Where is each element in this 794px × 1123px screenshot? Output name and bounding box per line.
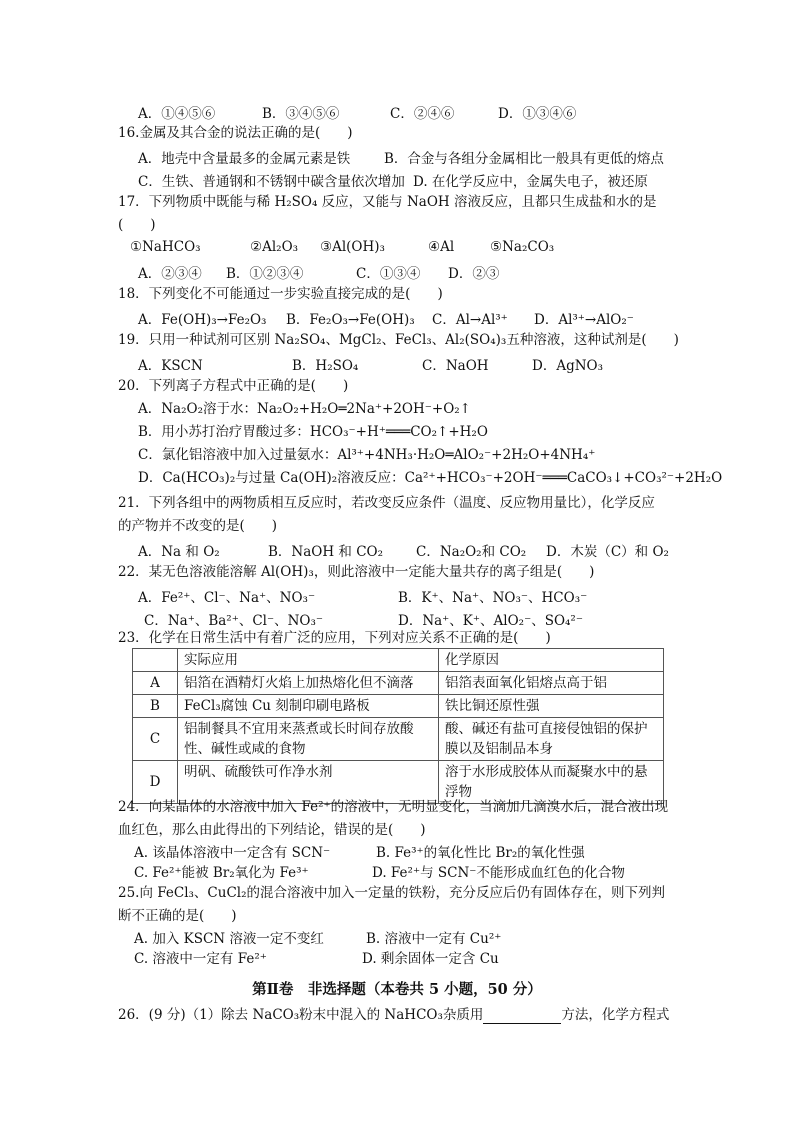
row-reason: 铁比铜还原性强	[439, 695, 664, 718]
q23-table	[132, 648, 664, 804]
q17-option-a: A．②③④	[138, 266, 202, 282]
q15-option-a: A．①④⑤⑥	[138, 106, 216, 122]
q18-option-c: C．Al→Al³⁺	[432, 312, 508, 328]
q22-option-b: B．K⁺、Na⁺、NO₃⁻、HCO₃⁻	[398, 590, 588, 606]
q19-option-b: B．H₂SO₄	[292, 358, 359, 374]
q25-option-c: C. 溶液中一定有 Fe²⁺	[134, 951, 267, 967]
q20-option-b: B．用小苏打治疗胃酸过多：HCO₃⁻+H⁺═══CO₂↑+H₂O	[138, 424, 488, 440]
q16-option-b: B．合金与各组分金属相比一般具有更低的熔点	[384, 151, 664, 167]
q20-stem: 20．下列离子方程式中正确的是( )	[118, 378, 349, 394]
q16-stem: 16.金属及其合金的说法正确的是( )	[118, 125, 353, 141]
table-header-row	[133, 649, 664, 672]
q17-item-5: ⑤Na₂CO₃	[490, 239, 555, 255]
row-application: FeCl₃腐蚀 Cu 刻制印刷电路板	[178, 695, 439, 718]
q21-stem-line1: 21．下列各组中的两物质相互反应时，若改变反应条件（温度、反应物用量比），化学反应	[118, 495, 655, 511]
table-header-cell: 实际应用	[178, 649, 439, 672]
q24-option-c: C. Fe²⁺能被 Br₂氧化为 Fe³⁺	[134, 865, 309, 881]
q23-stem: 23．化学在日常生活中有着广泛的应用，下列对应关系不正确的是( )	[118, 630, 551, 646]
q17-item-1: ①NaHCO₃	[130, 239, 201, 255]
row-reason: 酸、碱还有盐可直接侵蚀铝的保护膜以及铝制品本身	[439, 718, 664, 761]
q22-option-d: D．Na⁺、K⁺、AlO₂⁻、SO₄²⁻	[398, 613, 583, 629]
q24-option-d: D. Fe²⁺与 SCN⁻不能形成血红色的化合物	[372, 865, 625, 881]
q25-stem-line1: 25.向 FeCl₃、CuCl₂的混合溶液中加入一定量的铁粉，充分反应后仍有固体存在，则下列判	[118, 885, 666, 901]
q19-stem: 19．只用一种试剂可区别 Na₂SO₄、MgCl₂、FeCl₃、Al₂(SO₄)₃五种溶液，这种试剂是( )	[118, 332, 679, 348]
q22-option-c: C．Na⁺、Ba²⁺、Cl⁻、NO₃⁻	[144, 613, 324, 629]
q17-item-3: ③Al(OH)₃	[320, 239, 385, 255]
row-label: A	[133, 672, 178, 695]
table-header-cell: 化学原因	[439, 649, 664, 672]
q24-option-a: A. 该晶体溶液中一定含有 SCN⁻	[134, 845, 331, 861]
q25-option-d: D. 剩余固体一定含 Cu	[362, 951, 499, 967]
row-label: D	[133, 761, 178, 804]
row-application: 铝箔在酒精灯火焰上加热熔化但不滴落	[178, 672, 439, 695]
q24-option-b: B. Fe³⁺的氧化性比 Br₂的氧化性强	[376, 845, 585, 861]
q17-option-d: D．②③	[448, 266, 500, 282]
q21-option-b: B．NaOH 和 CO₂	[268, 544, 384, 560]
q17-item-4: ④Al	[428, 239, 455, 255]
q22-option-a: A．Fe²⁺、Cl⁻、Na⁺、NO₃⁻	[138, 590, 316, 606]
q20-option-c: C．氯化铝溶液中加入过量氨水：Al³⁺+4NH₃·H₂O═AlO₂⁻+2H₂O+4NH₄⁺	[138, 447, 596, 463]
row-application: 明矾、硫酸铁可作净水剂	[178, 761, 439, 804]
q18-option-d: D．Al³⁺→AlO₂⁻	[534, 312, 634, 328]
q15-option-d: D．①③④⑥	[498, 106, 577, 122]
q26-text-before: 26．(9 分)（1）除去 NaCO₃粉末中混入的 NaHCO₃杂质用	[118, 1007, 484, 1023]
q20-option-d: D．Ca(HCO₃)₂与过量 Ca(OH)₂溶液反应：Ca²⁺+HCO₃⁻+2OH⁻═══CaCO₃↓+CO₃²⁻+2H₂O	[138, 470, 723, 486]
q21-option-c: C．Na₂O₂和 CO₂	[416, 544, 527, 560]
q15-option-b: B．③④⑤⑥	[262, 106, 340, 122]
q17-paren: ( )	[118, 217, 156, 233]
q15-option-c: C．②④⑥	[390, 106, 455, 122]
q26-stem	[118, 1006, 669, 1024]
q16-option-a: A．地壳中含量最多的金属元素是铁	[138, 151, 351, 167]
row-label: C	[133, 718, 178, 761]
q19-option-c: C．NaOH	[422, 358, 489, 374]
row-reason: 溶于水形成胶体从而凝聚水中的悬浮物	[439, 761, 664, 804]
q25-option-b: B. 溶液中一定有 Cu²⁺	[366, 931, 502, 947]
table-row	[133, 672, 664, 695]
q24-stem-line2: 血红色，那么由此得出的下列结论，错误的是( )	[118, 822, 426, 838]
q17-stem: 17．下列物质中既能与稀 H₂SO₄ 反应，又能与 NaOH 溶液反应，且都只生成盐和水的是	[118, 194, 657, 210]
table-row	[133, 718, 664, 761]
q19-option-a: A．KSCN	[138, 358, 203, 374]
q17-option-b: B．①②③④	[226, 266, 304, 282]
q17-item-2: ②Al₂O₃	[250, 239, 299, 255]
table-header-cell	[133, 649, 178, 672]
q18-option-a: A．Fe(OH)₃→Fe₂O₃	[138, 312, 267, 328]
q20-option-a: A．Na₂O₂溶于水：Na₂O₂+H₂O═2Na⁺+2OH⁻+O₂↑	[138, 401, 471, 417]
row-label: B	[133, 695, 178, 718]
table-row	[133, 695, 664, 718]
row-reason: 铝箔表面氧化铝熔点高于铝	[439, 672, 664, 695]
q22-stem: 22．某无色溶液能溶解 Al(OH)₃，则此溶液中一定能大量共存的离子组是( )	[118, 564, 595, 580]
q18-stem: 18．下列变化不可能通过一步实验直接完成的是( )	[118, 286, 443, 302]
q19-option-d: D．AgNO₃	[532, 358, 604, 374]
q16-option-c: C．生铁、普通钢和不锈钢中碳含量依次增加	[138, 174, 405, 190]
q21-stem-line2: 的产物并不改变的是( )	[118, 518, 278, 534]
q26-text-after: 方法，化学方程式	[561, 1007, 670, 1023]
q24-stem-line1: 24．向某晶体的水溶液中加入 Fe²⁺的溶液中，无明显变化，当滴加几滴溴水后，混合液出现	[118, 799, 669, 815]
q18-option-b: B．Fe₂O₃→Fe(OH)₃	[286, 312, 415, 328]
q25-stem-line2: 断不正确的是( )	[118, 908, 237, 924]
q16-option-d: D. 在化学反应中，金属失电子，被还原	[413, 174, 648, 190]
row-application: 铝制餐具不宜用来蒸煮或长时间存放酸性、碱性或咸的食物	[178, 718, 439, 761]
q21-option-a: A．Na 和 O₂	[138, 544, 220, 560]
q17-option-c: C．①③④	[356, 266, 421, 282]
q21-option-d: D．木炭（C）和 O₂	[546, 544, 669, 560]
q25-option-a: A. 加入 KSCN 溶液一定不变红	[134, 931, 324, 947]
answer-blank[interactable]	[483, 1009, 561, 1024]
section-title: 第Ⅱ卷 非选择题（本卷共 5 小题，50 分）	[252, 981, 542, 998]
